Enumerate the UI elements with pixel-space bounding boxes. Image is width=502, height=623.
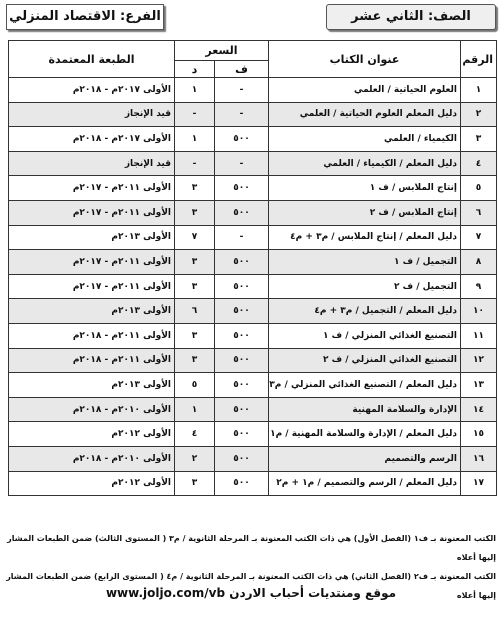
book-title: دليل المعلم / إنتاج الملابس / م٣ + م٤ <box>269 225 461 250</box>
book-title: التجميل / ف ٢ <box>269 274 461 299</box>
edition: الأولى ٢٠١١م - ٢٠١٧م <box>9 200 175 225</box>
row-number: ١٦ <box>461 446 497 471</box>
edition: الأولى ٢٠١٧م - ٢٠١٨م <box>9 78 175 103</box>
edition: الأولى ٢٠١٣م <box>9 225 175 250</box>
col-title-header: عنوان الكتاب <box>269 41 461 78</box>
book-title: إنتاج الملابس / ف ١ <box>269 176 461 201</box>
book-title: إنتاج الملابس / ف ٢ <box>269 200 461 225</box>
edition: الأولى ٢٠١٣م <box>9 373 175 398</box>
table-row <box>9 151 497 176</box>
price-dinar: ١ <box>175 127 215 152</box>
table-header-row <box>9 41 497 61</box>
col-price-header: السعر <box>175 41 269 61</box>
price-dinar: ٣ <box>175 274 215 299</box>
price-fils: - <box>215 78 269 103</box>
row-number: ١٥ <box>461 422 497 447</box>
table-row <box>9 127 497 152</box>
col-fils-header: ف <box>215 61 269 78</box>
row-number: ٦ <box>461 200 497 225</box>
row-number: ١٢ <box>461 348 497 373</box>
branch-label: الفرع: الاقتصاد المنزلي <box>6 4 164 30</box>
books-table-body <box>9 78 497 496</box>
book-title: دليل المعلم / الإدارة والسلامة المهنية / م١ <box>269 422 461 447</box>
table-row <box>9 373 497 398</box>
price-fils: ٥٠٠ <box>215 200 269 225</box>
book-title: التصنيع الغذائي المنزلي / ف ٢ <box>269 348 461 373</box>
col-edition-header: الطبعة المعتمدة <box>9 41 175 78</box>
row-number: ٨ <box>461 250 497 275</box>
row-number: ١٧ <box>461 471 497 496</box>
website-footer: www.joljo.com/vb موقع ومنتديات أحباب الاردن <box>105 586 397 600</box>
price-fils: ٥٠٠ <box>215 176 269 201</box>
book-title: دليل المعلم / الكيمياء / العلمي <box>269 151 461 176</box>
book-title: دليل المعلم العلوم الحياتية / العلمي <box>269 102 461 127</box>
book-title: دليل المعلم / التجميل / م٣ + م٤ <box>269 299 461 324</box>
row-number: ١ <box>461 78 497 103</box>
row-number: ٥ <box>461 176 497 201</box>
table-row <box>9 422 497 447</box>
table-row <box>9 225 497 250</box>
edition: الأولى ٢٠١٣م <box>9 299 175 324</box>
price-fils: ٥٠٠ <box>215 471 269 496</box>
table-row <box>9 299 497 324</box>
price-dinar: ٣ <box>175 250 215 275</box>
price-fils: ٥٠٠ <box>215 274 269 299</box>
edition: الأولى ٢٠١٠م - ٢٠١٨م <box>9 446 175 471</box>
book-title: العلوم الحياتية / العلمي <box>269 78 461 103</box>
price-dinar: ١ <box>175 397 215 422</box>
price-fils: ٥٠٠ <box>215 348 269 373</box>
price-dinar: ٣ <box>175 176 215 201</box>
price-dinar: ٣ <box>175 348 215 373</box>
price-dinar: ٦ <box>175 299 215 324</box>
book-title: التصنيع الغذائي المنزلي / ف ١ <box>269 323 461 348</box>
price-fils: ٥٠٠ <box>215 299 269 324</box>
edition: قيد الإنجاز <box>9 102 175 127</box>
price-dinar: ٣ <box>175 200 215 225</box>
price-dinar: - <box>175 102 215 127</box>
edition: الأولى ٢٠١١م - ٢٠١٨م <box>9 348 175 373</box>
col-dinar-header: د <box>175 61 215 78</box>
table-row <box>9 176 497 201</box>
table-row <box>9 348 497 373</box>
table-row <box>9 78 497 103</box>
row-number: ٣ <box>461 127 497 152</box>
note-line-2: الكتب المعنونة بـ ف٢ (الفصل الثاني) هي ذات الكتب المعنونة بـ المرحلة الثانوية / م٤ ( المستوى الرابع) ضمن الطبعات المشار إليها أعلاه <box>6 572 496 600</box>
price-dinar: ٤ <box>175 422 215 447</box>
row-number: ٤ <box>461 151 497 176</box>
book-title: الإدارة والسلامة المهنية <box>269 397 461 422</box>
row-number: ٧ <box>461 225 497 250</box>
table-row <box>9 250 497 275</box>
edition: قيد الإنجاز <box>9 151 175 176</box>
books-table <box>8 40 497 496</box>
price-fils: ٥٠٠ <box>215 397 269 422</box>
edition: الأولى ٢٠١١م - ٢٠١٧م <box>9 250 175 275</box>
book-title: دليل المعلم / التصنيع الغذائي المنزلي / م٣ <box>269 373 461 398</box>
grade-label: الصف: الثاني عشر <box>326 4 496 30</box>
col-number-header: الرقم <box>461 41 497 78</box>
book-title: الكيمياء / العلمي <box>269 127 461 152</box>
price-dinar: ٥ <box>175 373 215 398</box>
note-line-1: الكتب المعنونة بـ ف١ (الفصل الأول) هي ذات الكتب المعنونة بـ المرحلة الثانوية / م٣ ( المستوى الثالث) ضمن الطبعات المشار إليها أعلاه <box>7 534 496 562</box>
price-fils: ٥٠٠ <box>215 323 269 348</box>
table-row <box>9 102 497 127</box>
book-title: دليل المعلم / الرسم والتصميم / م١ + م٢ <box>269 471 461 496</box>
price-dinar: ١ <box>175 78 215 103</box>
row-number: ٢ <box>461 102 497 127</box>
edition: الأولى ٢٠١٧م - ٢٠١٨م <box>9 127 175 152</box>
row-number: ١٠ <box>461 299 497 324</box>
book-title: التجميل / ف ١ <box>269 250 461 275</box>
price-fils: ٥٠٠ <box>215 446 269 471</box>
edition: الأولى ٢٠١٢م <box>9 471 175 496</box>
header <box>0 4 502 30</box>
price-dinar: ٧ <box>175 225 215 250</box>
price-dinar: - <box>175 151 215 176</box>
row-number: ١٣ <box>461 373 497 398</box>
table-row <box>9 200 497 225</box>
price-dinar: ٢ <box>175 446 215 471</box>
edition: الأولى ٢٠١٠م - ٢٠١٨م <box>9 397 175 422</box>
row-number: ١١ <box>461 323 497 348</box>
price-fils: ٥٠٠ <box>215 127 269 152</box>
price-fils: ٥٠٠ <box>215 422 269 447</box>
price-fils: - <box>215 225 269 250</box>
row-number: ٩ <box>461 274 497 299</box>
price-dinar: ٣ <box>175 323 215 348</box>
price-fils: - <box>215 102 269 127</box>
edition: الأولى ٢٠١١م - ٢٠١٨م <box>9 323 175 348</box>
edition: الأولى ٢٠١٢م <box>9 422 175 447</box>
row-number: ١٤ <box>461 397 497 422</box>
table-row <box>9 446 497 471</box>
price-dinar: ٣ <box>175 471 215 496</box>
price-fils: - <box>215 151 269 176</box>
table-row <box>9 274 497 299</box>
table-row <box>9 323 497 348</box>
edition: الأولى ٢٠١١م - ٢٠١٧م <box>9 274 175 299</box>
table-row <box>9 471 497 496</box>
price-fils: ٥٠٠ <box>215 373 269 398</box>
table-row <box>9 397 497 422</box>
book-title: الرسم والتصميم <box>269 446 461 471</box>
price-fils: ٥٠٠ <box>215 250 269 275</box>
edition: الأولى ٢٠١١م - ٢٠١٧م <box>9 176 175 201</box>
